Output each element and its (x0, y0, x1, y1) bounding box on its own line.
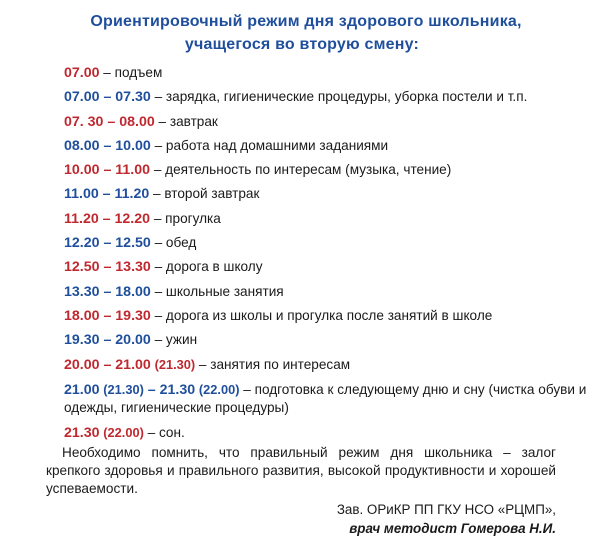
end-time: 11.00 (115, 162, 151, 179)
start-time: 07. 30 (64, 113, 104, 130)
activity-description: – занятия по интересам (198, 356, 351, 372)
start-time: 18.00 (64, 307, 100, 324)
start-time: 21.30 (64, 424, 100, 441)
time-separator: – (98, 210, 115, 227)
activity-description: – обед (154, 235, 197, 251)
schedule-row (64, 255, 594, 279)
time-separator: – (99, 356, 116, 373)
activity-description: – второй завтрак (153, 186, 260, 202)
time-separator: – (99, 307, 116, 324)
time-separator: – (99, 332, 116, 349)
time-separator: – (99, 137, 116, 154)
time-separator: – (99, 259, 116, 276)
end-time: 12.50 (115, 235, 151, 252)
start-time: 19.30 (64, 332, 100, 349)
schedule-row (64, 134, 594, 158)
end-time: 18.00 (115, 283, 151, 300)
time-separator: – (99, 89, 116, 106)
activity-description: – ужин (154, 332, 198, 348)
start-time: 12.50 (64, 259, 100, 276)
start-time: 11.00 (64, 186, 99, 203)
schedule-row (64, 182, 594, 206)
schedule-row (64, 158, 594, 182)
schedule-row (64, 353, 594, 377)
start-time: 07.00 (64, 89, 100, 106)
end-time: 21.00 (115, 356, 151, 373)
start-time-alt: (21.30) (103, 381, 144, 397)
activity-description: – работа над домашними заданиями (154, 137, 389, 153)
title-line-2: учащегося во вторую смену: (184, 36, 420, 53)
schedule-row (64, 421, 594, 445)
activity-description: – зарядка, гигиенические процедуры, уборка постели и т.п. (154, 89, 528, 105)
time-separator: – (98, 186, 115, 203)
start-time-alt: (22.00) (103, 424, 144, 440)
end-time: 20.00 (115, 332, 151, 349)
activity-description: – школьные занятия (154, 283, 284, 299)
end-time: 08.00 (119, 113, 155, 130)
title-line-1: Ориентировочный режим дня здорового школьника, (90, 13, 522, 30)
time-separator: – (103, 113, 120, 130)
activity-description: – подъем (103, 65, 163, 80)
end-time-alt: (21.30) (154, 356, 196, 372)
end-time: 10.00 (115, 137, 151, 154)
activity-description: – дорога в школу (154, 259, 263, 275)
activity-description: – подготовка к следующему дню и сну (чистка обуви и одежды, гигиенические процедуры) (64, 381, 587, 415)
schedule-row (64, 304, 594, 328)
time-separator: – (99, 162, 116, 179)
time-separator: – (99, 283, 116, 300)
time-separator: – (143, 381, 160, 398)
activity-description: – дорога из школы и прогулка после занятий в школе (154, 307, 493, 323)
end-time: 13.30 (115, 259, 151, 276)
activity-description: – деятельность по интересам (музыка, чтение) (153, 162, 452, 178)
schedule-row (64, 231, 594, 255)
start-time: 11.20 (64, 210, 99, 227)
start-time: 08.00 (64, 137, 100, 154)
activity-description: – сон. (147, 424, 185, 440)
time-separator: – (99, 235, 116, 252)
start-time: 21.00 (64, 381, 100, 398)
end-time: 11.20 (114, 186, 150, 203)
start-time: 12.20 (64, 235, 100, 252)
end-time: 21.30 (159, 381, 196, 398)
end-time: 12.20 (114, 210, 151, 227)
start-time: 10.00 (64, 162, 100, 179)
schedule-row (64, 377, 594, 421)
activity-description: – прогулка (153, 210, 221, 226)
schedule-row (64, 110, 594, 134)
schedule-row (64, 61, 594, 85)
start-time: 13.30 (64, 283, 100, 300)
page-title (0, 10, 604, 56)
end-time: 19.30 (115, 307, 151, 324)
signature-name: врач методист Гомерова Н.И. (349, 521, 556, 536)
start-time: 07.00 (64, 65, 100, 81)
start-time: 20.00 (64, 356, 100, 373)
end-time: 07.30 (115, 89, 151, 106)
schedule-row (64, 328, 594, 352)
schedule-row (64, 207, 594, 231)
schedule-row (64, 85, 594, 109)
schedule-row (64, 280, 594, 304)
end-time-alt: (22.00) (198, 381, 240, 397)
signature-position: Зав. ОРиКР ПП ГКУ НСО «РЦМП», (336, 502, 556, 517)
schedule-list (64, 61, 594, 445)
note-paragraph: Необходимо помнить, что правильный режим дня школьника – залог крепкого здоровья и правильного развития, высокой продуктивности и хорошей успеваемости. (46, 445, 556, 496)
signature (337, 500, 556, 538)
activity-description: – завтрак (158, 113, 218, 129)
